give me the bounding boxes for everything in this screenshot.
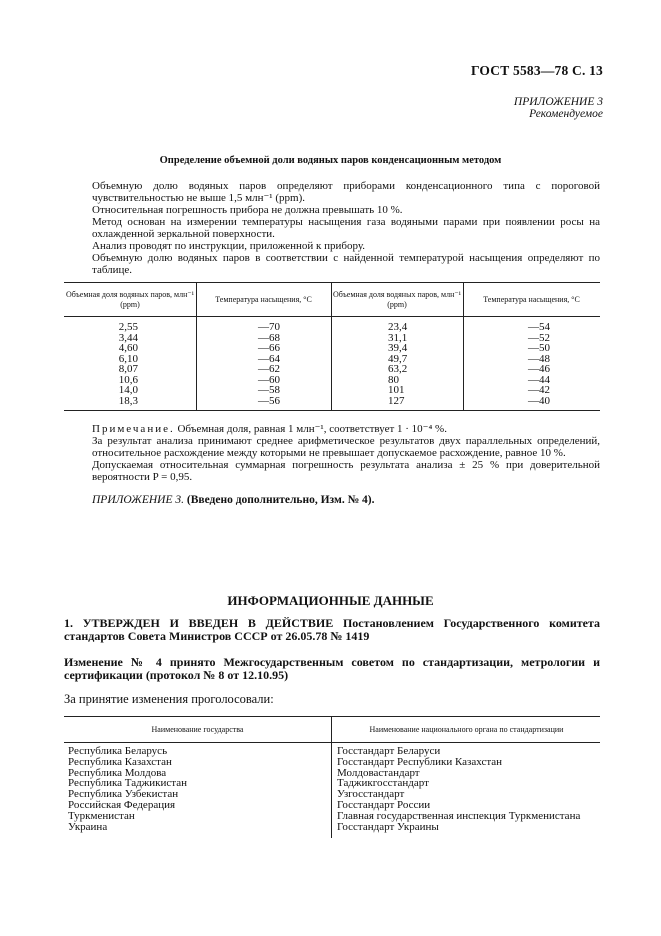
table1-cell: 101: [388, 384, 405, 396]
table2-cell-body: Госстандарт Украины: [337, 820, 439, 833]
added-note-bold: (Введено дополнительно, Изм. № 4).: [183, 494, 375, 506]
table1-col-temp-1: [250, 322, 280, 406]
table1-cell: 49,7: [388, 352, 408, 365]
table2-col-bodies: [337, 746, 580, 832]
table1-divider-2: [331, 282, 332, 410]
table1-cell: 80: [388, 373, 399, 386]
info-title: ИНФОРМАЦИОННЫЕ ДАННЫЕ: [227, 593, 434, 608]
paragraph-4: Анализ проводят по инструкции, приложенной к прибору.: [92, 240, 365, 252]
table1-cell: —56: [258, 394, 280, 407]
table1-cell: —60: [258, 373, 280, 386]
table2-cell-state: Республика Казахстан: [68, 755, 172, 768]
table1-cell: —52: [528, 331, 550, 344]
table1-cell: 8,07: [118, 363, 138, 375]
table2-cell-state: Российская Федерация: [68, 798, 176, 811]
table1-cell: —70: [258, 321, 280, 333]
table1-cell: —64: [258, 352, 280, 365]
appendix-label: ПРИЛОЖЕНИЕ 3: [513, 96, 603, 108]
note-text: Объемная доля, равная 1 млн⁻¹, соответствует 1 · 10⁻⁴ %.: [174, 423, 447, 435]
table1-cell: 31,1: [388, 331, 408, 344]
table1-cell: —68: [258, 331, 280, 344]
table1-cell: 3,44: [118, 331, 138, 344]
result-paragraph-2: Допускаемая относительная суммарная погрешность результата анализа ± 25 % при доверительной вероятности P = 0,95.: [92, 459, 600, 483]
table1-cell: 14,0: [118, 384, 138, 396]
table1-cell: —62: [258, 363, 280, 375]
table1-cell: —54: [528, 321, 550, 333]
table1-cell: —40: [528, 394, 550, 407]
table2-cell-body: Узгосстандарт: [337, 788, 405, 801]
table1-top-border: [64, 282, 600, 283]
table2-header-2: Наименование национального органа по стандартизации: [369, 725, 564, 734]
table2-divider: [331, 716, 332, 838]
table2-top-border: [64, 716, 600, 717]
note-label: Примечание.: [92, 423, 175, 435]
table2-cell-state: Украина: [68, 820, 108, 833]
info-item-1: 1. УТВЕРЖДЕН И ВВЕДЕН В ДЕЙСТВИЕ Постановлением Государственного комитета стандартов Совета Министров СССР от 26.05.78 № 1419: [64, 616, 600, 643]
table1-cell: 39,4: [388, 342, 408, 354]
table1-cell: 63,2: [388, 363, 408, 375]
table2-cell-body: Госстандарт Беларуси: [337, 745, 441, 757]
table2-header-1: Наименование государства: [151, 725, 244, 734]
table2-cell-state: Республика Узбекистан: [68, 788, 179, 801]
table2-cell-state: Республика Беларусь: [68, 745, 168, 757]
table1-cell: 10,6: [118, 373, 138, 386]
appendix-label-block: [514, 96, 603, 120]
table2-cell-body: Молдовастандарт: [337, 766, 420, 779]
table1-cell: 23,4: [388, 321, 408, 333]
method-title: Определение объемной доли водяных паров конденсационным методом: [159, 155, 502, 166]
table2-header-border: [64, 742, 600, 743]
table1-note: [92, 423, 600, 435]
table1-cell: —42: [528, 384, 550, 396]
table1-col-temp-2: [520, 322, 550, 406]
table2-cell-body: Таджикгосстандарт: [337, 777, 429, 790]
table1-bottom-border: [64, 410, 600, 411]
table1-cell: 127: [388, 394, 405, 407]
table1-cell: —44: [528, 373, 550, 386]
table1-header-3: Объемная доля водяных паров, млн⁻¹ (ppm): [333, 290, 462, 309]
added-note-italic: ПРИЛОЖЕНИЕ 3.: [92, 494, 184, 506]
table1-cell: 6,10: [118, 352, 138, 365]
info-voted: За принятие изменения проголосовали:: [64, 692, 274, 706]
table1-header-2: Температура насыщения, °С: [215, 295, 312, 304]
table1-col-ppm-2: [388, 322, 428, 406]
result-paragraph-1: За результат анализа принимают среднее арифметическое результатов двух параллельных определений, относительное расхождение между которыми не превышает допускаемое расхождение, равное 10 %.: [92, 435, 600, 459]
appendix-added-note: [92, 494, 374, 506]
paragraph-3: Метод основан на измерении температуры насыщения газа водяными парами при появлении росы на охлажденной зеркальной поверхности.: [92, 216, 600, 240]
table1-col-ppm-1: [98, 322, 138, 406]
paragraph-2: Относительная погрешность прибора не должна превышать 10 %.: [92, 204, 403, 216]
table1-cell: —46: [528, 363, 550, 375]
table1-header-4: Температура насыщения, °С: [483, 295, 580, 304]
table1-divider-3: [463, 282, 464, 410]
table1-header-1: Объемная доля водяных паров, млн⁻¹ (ppm): [66, 290, 195, 309]
table1-cell: —50: [528, 342, 550, 354]
table1-cell: —58: [258, 384, 280, 396]
table1-header-border: [64, 316, 600, 317]
paragraph-5: Объемную долю водяных паров в соответствии с найденной температурой насыщения определяют по таблице.: [92, 252, 600, 276]
appendix-status: Рекомендуемое: [529, 108, 603, 120]
table2-cell-state: Туркменистан: [68, 809, 135, 822]
info-change: Изменение № 4 принято Межгосударственным советом по стандартизации, метрологии и сертификации (протокол № 8 от 12.10.95): [64, 655, 600, 682]
table1-cell: —66: [258, 342, 280, 354]
table2-cell-state: Республика Таджикистан: [68, 777, 187, 790]
table1-cell: 2,55: [118, 321, 138, 333]
table2-cell-body: Главная государственная инспекция Туркменистана: [337, 809, 581, 822]
page-header: ГОСТ 5583—78 С. 13: [470, 63, 603, 78]
table2-col-states: [68, 746, 187, 832]
table1-cell: 18,3: [118, 394, 138, 407]
table2-cell-body: Госстандарт Республики Казахстан: [337, 755, 503, 768]
table1-cell: 4,60: [118, 342, 138, 354]
table2-cell-body: Госстандарт России: [337, 798, 431, 811]
table1-cell: —48: [528, 352, 550, 365]
table2-cell-state: Республика Молдова: [68, 766, 167, 779]
paragraph-1: Объемную долю водяных паров определяют приборами конденсационного типа с пороговой чувствительностью не выше 1,5 млн⁻¹ (ppm).: [92, 180, 600, 204]
table1-divider-1: [196, 282, 197, 410]
